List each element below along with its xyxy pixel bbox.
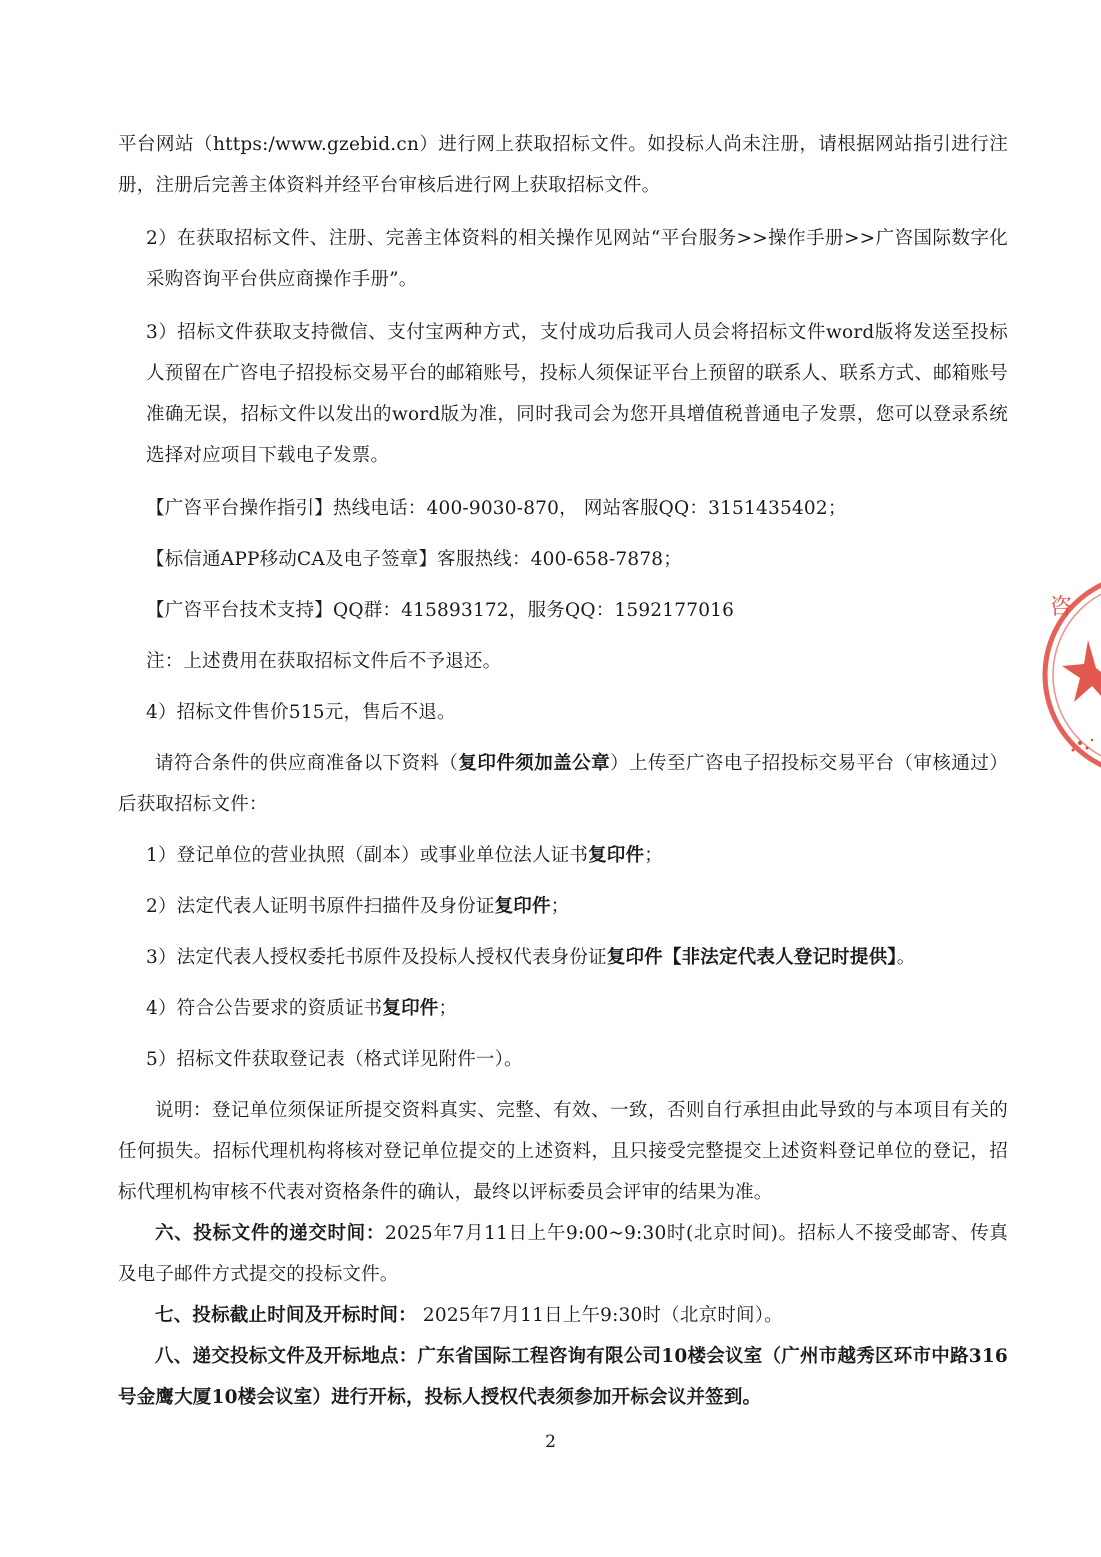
list-item-text: 1）登记单位的营业执照（副本）或事业单位法人证书 [146,845,589,866]
seal-graphic [1040,568,1101,783]
required-materials-text-a: 请符合条件的供应商准备以下资料（ [155,753,459,774]
paragraph-operation-manual: 2）在获取招标文件、注册、完善主体资料的相关操作见网站“平台服务>>操作手册>>广咨国际数字化采购咨询平台供应商操作手册”。 [146,228,1008,290]
list-item-emphasis: 复印件 [494,896,551,917]
hotline-platform-guide: 【广咨平台操作指引】热线电话：400-9030-870， 网站客服QQ：3151435402； [146,498,847,519]
company-seal [1040,568,1101,783]
list-item-punct: ； [644,845,663,866]
hotline-tech-support: 【广咨平台技术支持】QQ群：415893172，服务QQ：1592177016 [146,600,735,621]
list-item-legal-rep-certificate [118,886,1008,927]
list-item-text: 3）法定代表人授权委托书原件及投标人授权代表身份证 [146,947,607,968]
required-materials-emphasis: 复印件须加盖公章 [458,753,611,774]
required-materials-text-c: ）上传至广咨电子招投标交易平台（审核通过）后获取招标文件： [118,753,1009,815]
section-eight-location: 八、递交投标文件及开标地点：广东省国际工程咨询有限公司10楼会议室（广州市越秀区环市中路316号金鹰大厦10楼会议室）进行开标，投标人授权代表须参加开标会议并签到。 [118,1346,1008,1408]
page-number: 2 [545,1432,556,1452]
list-item-text: 4）符合公告要求的资质证书 [146,998,383,1019]
paragraph-document-price: 4）招标文件售价515元，售后不退。 [146,702,456,723]
list-item-registration-form: 5）招标文件获取登记表（格式详见附件一）。 [146,1049,523,1070]
list-item-punct: 。 [896,947,916,968]
paragraph-explanation: 说明：登记单位须保证所提交资料真实、完整、有效、一致，否则自行承担由此导致的与本项目有关的任何损失。招标代理机构将核对登记单位提交的上述资料，且只接受完整提交上述资料登记单位的登记，招标代理机构审核不代表对资格条件的确认，最终以评标委员会评审的结果为准。 [118,1100,1008,1203]
list-item-business-license [118,835,1008,876]
section-seven-text: 2025年7月11日上午9:30时（北京时间）。 [416,1305,783,1326]
note-no-refund: 注：上述费用在获取招标文件后不予退还。 [146,651,502,672]
list-item-emphasis: 复印件【非法定代表人登记时提供】 [606,947,897,968]
list-item-punct: ； [550,896,570,917]
section-seven-deadline [118,1295,1008,1336]
section-seven-title: 七、投标截止时间及开标时间： [155,1305,417,1326]
section-six-title: 六、投标文件的递交时间： [155,1223,385,1244]
list-item-qualification [118,988,1008,1029]
section-six-text: 2025年7月11日上午9:00~9:30时(北京时间)。招标人不接受邮寄、传真及电子邮件方式提交的投标文件。 [118,1223,1008,1285]
list-item-emphasis: 复印件 [382,998,439,1019]
list-item-punct: ； [438,998,458,1019]
paragraph-required-materials [118,743,1008,825]
seal-text: 咨 [1050,595,1073,620]
hotline-ca-signature: 【标信通APP移动CA及电子签章】客服热线：400-658-7878； [146,549,682,570]
paragraph-payment-method: 3）招标文件获取支持微信、支付宝两种方式，支付成功后我司人员会将招标文件word版将发送至投标人预留在广咨电子招投标交易平台的邮箱账号，投标人须保证平台上预留的联系人、联系方式、邮箱账号准确无误，招标文件以发出的word版为准，同时我司会为您开具增值税普通电子发票，您可以登录系统选择对应项目下载电子发票。 [146,322,1008,466]
section-six-submission-time [118,1213,1008,1295]
page-content [118,124,1008,1418]
paragraph-platform-website: 平台网站（https:/www.gzebid.cn）进行网上获取招标文件。如投标人尚未注册，请根据网站指引进行注册，注册后完善主体资料并经平台审核后进行网上获取招标文件。 [118,134,1008,196]
list-item-emphasis: 复印件 [588,845,645,866]
list-item-text: 2）法定代表人证明书原件扫描件及身份证 [146,896,495,917]
list-item-power-of-attorney [118,937,1008,978]
